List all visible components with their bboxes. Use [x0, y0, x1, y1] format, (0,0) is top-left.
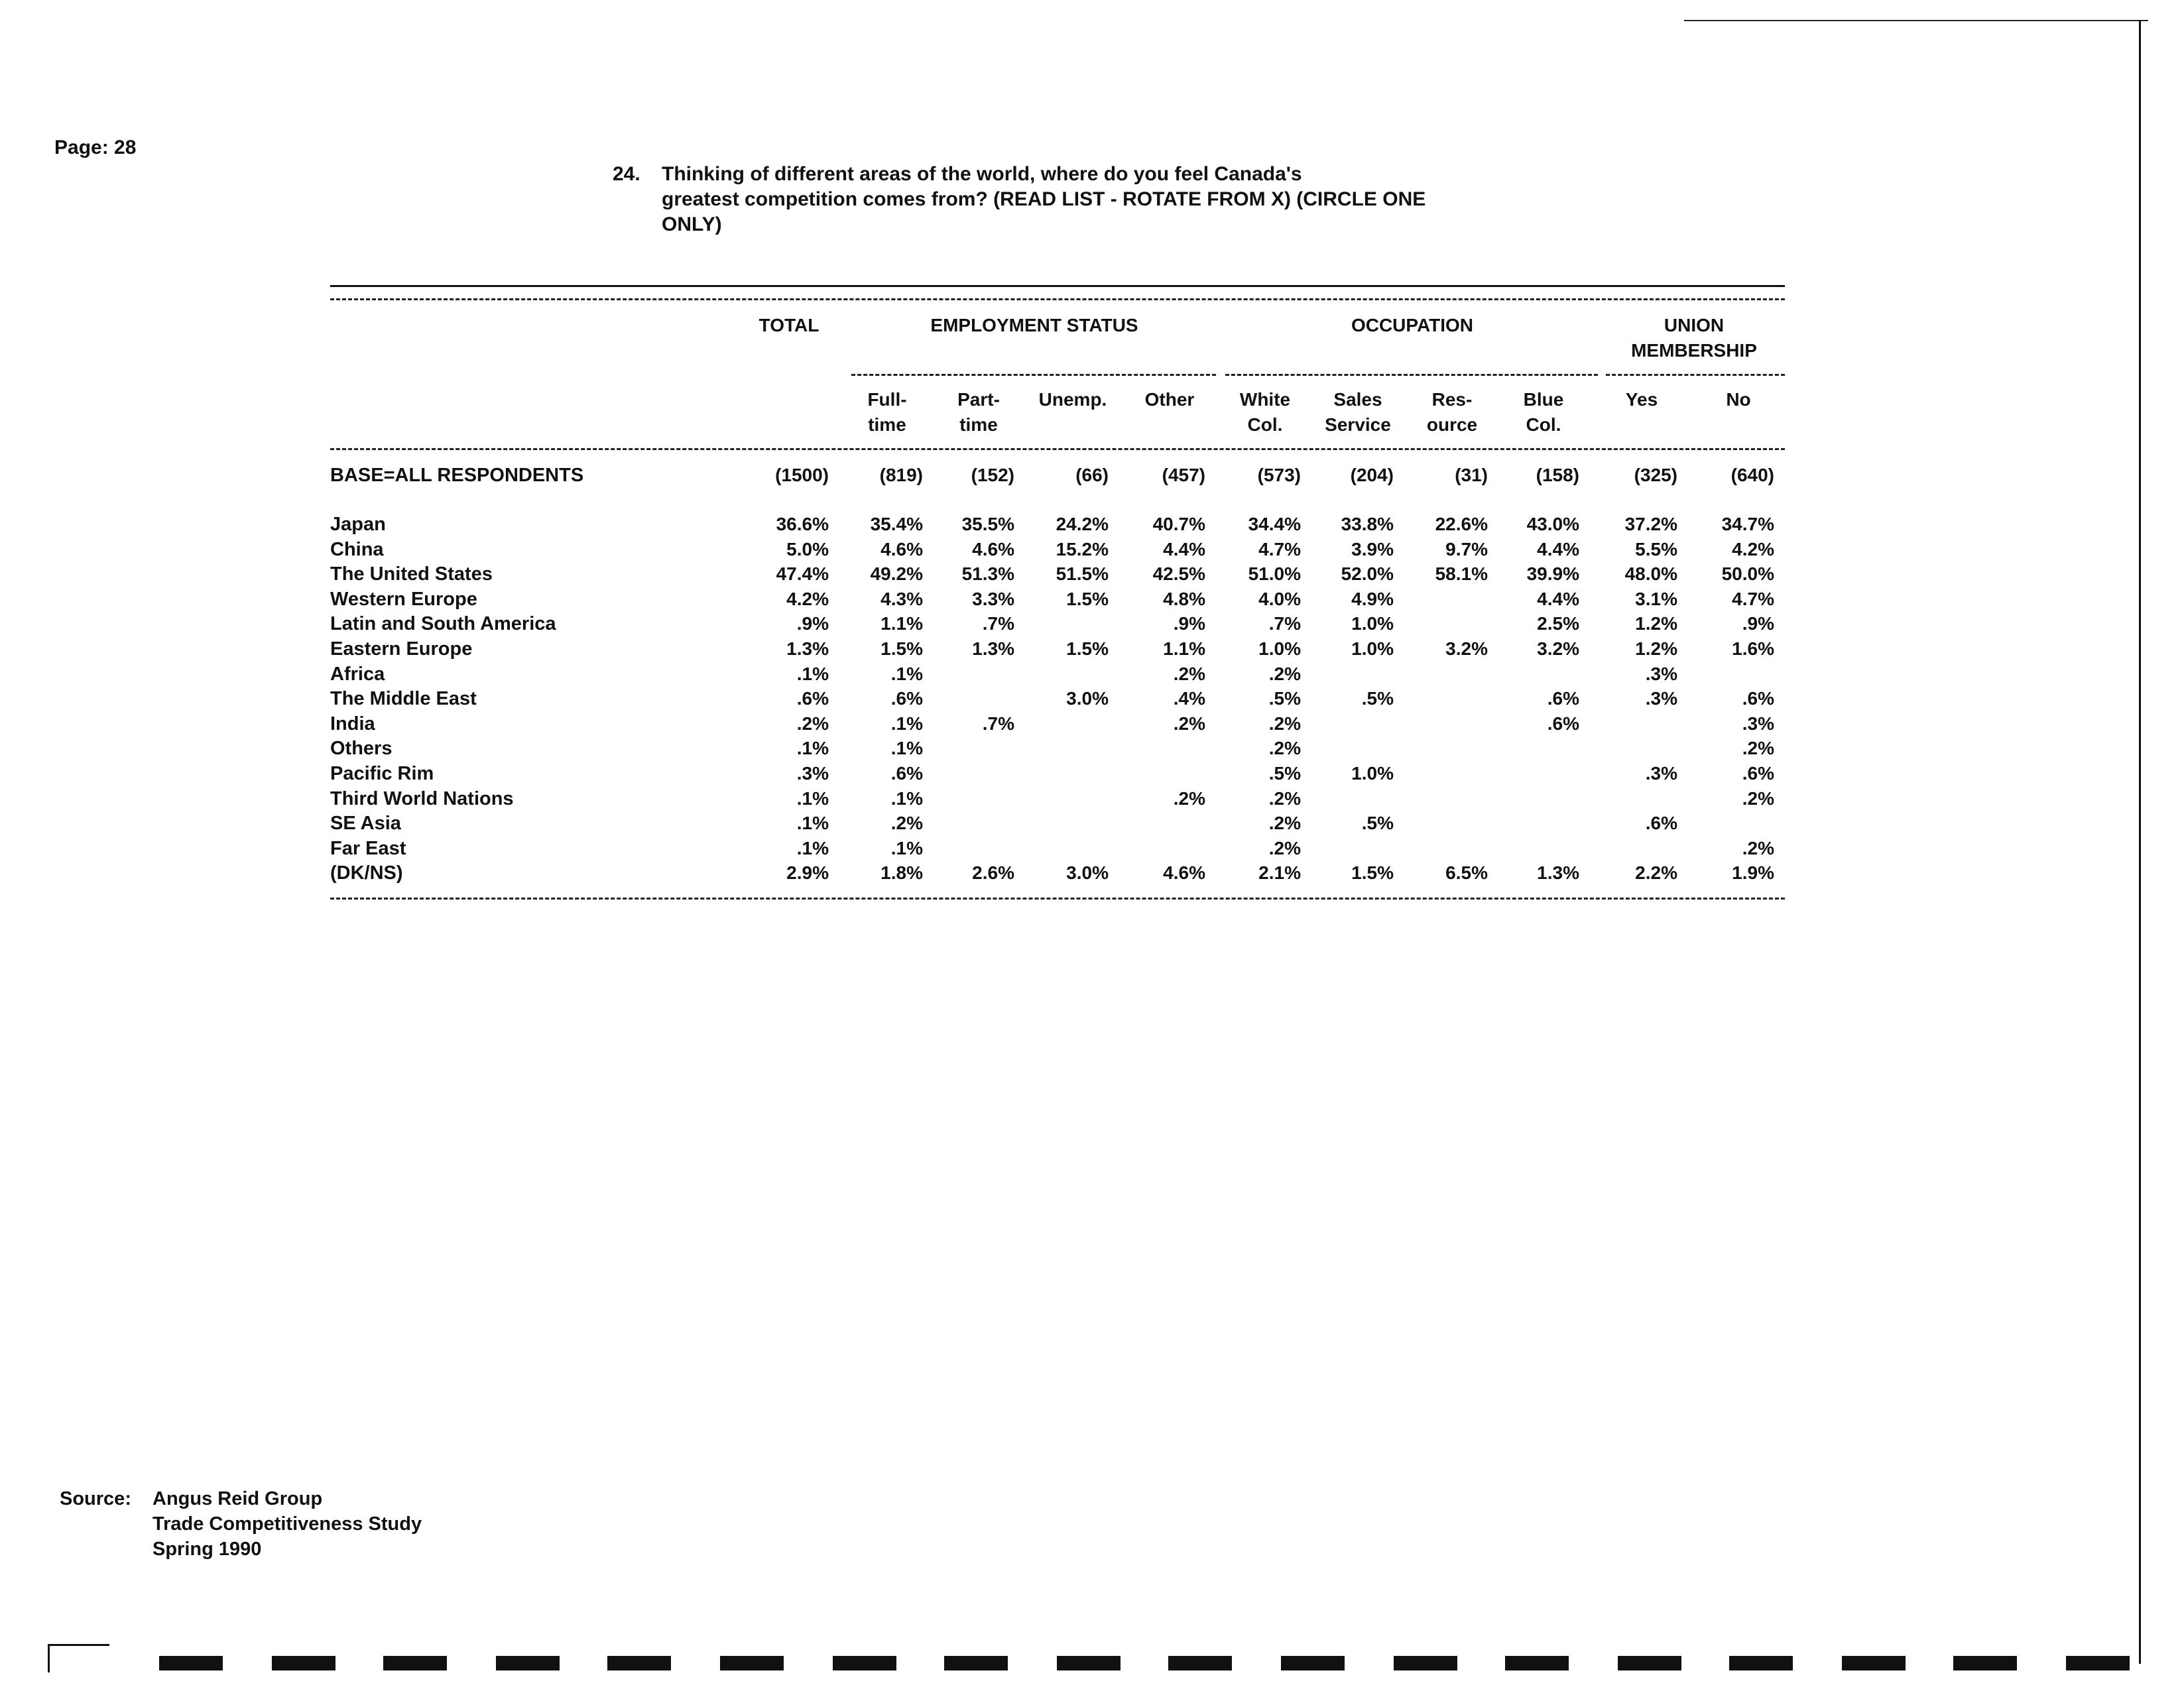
table-row-cell: 5.0%: [786, 539, 829, 559]
table-row-cell: .2%: [1268, 788, 1301, 809]
table-row-cell: 1.3%: [1537, 862, 1579, 883]
base-row-cell: (640): [1730, 465, 1774, 485]
table-row-cell: 3.2%: [1537, 638, 1579, 659]
scan-bar: [1057, 1656, 1121, 1670]
table-row-cell: 4.4%: [1537, 589, 1579, 609]
table-row-cell: .6%: [1742, 763, 1774, 784]
table-row-label: Eastern Europe: [330, 638, 473, 660]
table-row-cell: 1.3%: [786, 638, 829, 659]
table-row-cell: 1.8%: [880, 862, 923, 883]
table-row-cell: 47.4%: [776, 563, 829, 584]
table-row-label: Far East: [330, 838, 406, 859]
table-row-cell: .1%: [890, 738, 923, 758]
column-header-8-line1: Blue: [1523, 389, 1564, 410]
table-row-cell: .1%: [796, 838, 829, 858]
table-row-label: Japan: [330, 514, 386, 535]
scan-bar: [1842, 1656, 1906, 1670]
table-row-cell: 3.2%: [1445, 638, 1488, 659]
question-line-3: ONLY): [662, 213, 722, 235]
column-header-1-line1: Full-: [867, 389, 907, 410]
table-row-label: Third World Nations: [330, 788, 514, 809]
table-row-cell: 4.6%: [880, 539, 923, 559]
table-row-label: The United States: [330, 563, 493, 585]
table-row-cell: .6%: [796, 688, 829, 709]
table-row-cell: .1%: [890, 838, 923, 858]
table-row-cell: 4.0%: [1258, 589, 1301, 609]
column-header-1-line2: time: [868, 414, 906, 435]
table-row-cell: .2%: [1268, 664, 1301, 684]
table-row-cell: 1.0%: [1351, 638, 1394, 659]
scan-bar: [2066, 1656, 2130, 1670]
column-header-4-line1: Other: [1144, 389, 1195, 410]
table-row-cell: 2.1%: [1258, 862, 1301, 883]
table-row-cell: .1%: [796, 738, 829, 758]
table-row-cell: 1.9%: [1732, 862, 1774, 883]
table-row-cell: 5.5%: [1635, 539, 1677, 559]
source-line-1: Angus Reid Group: [152, 1488, 323, 1509]
table-row-label: Others: [330, 738, 393, 759]
column-header-6-line1: Sales: [1333, 389, 1382, 410]
group-employment: EMPLOYMENT STATUS: [930, 315, 1138, 335]
table-row-cell: .5%: [1361, 688, 1394, 709]
table-row-cell: 36.6%: [776, 514, 829, 534]
table-top-dash: [330, 298, 1785, 300]
scan-bar: [1953, 1656, 2017, 1670]
base-row-cell: (1500): [775, 465, 829, 485]
table-row-cell: .3%: [1645, 763, 1677, 784]
table-row-cell: 1.5%: [1066, 638, 1109, 659]
table-row-cell: 3.9%: [1351, 539, 1394, 559]
table-row-cell: .2%: [1268, 813, 1301, 833]
table-row-cell: .2%: [1742, 838, 1774, 858]
table-row-cell: 2.6%: [972, 862, 1014, 883]
table-row-cell: 1.2%: [1635, 613, 1677, 634]
table-row-cell: .1%: [890, 664, 923, 684]
table-row-cell: 48.0%: [1624, 563, 1677, 584]
table-row-cell: 4.9%: [1351, 589, 1394, 609]
table-row-cell: 49.2%: [870, 563, 923, 584]
table-row-cell: 2.2%: [1635, 862, 1677, 883]
column-header-5-line1: White: [1239, 389, 1291, 410]
table-row-cell: 1.0%: [1258, 638, 1301, 659]
table-row-cell: 50.0%: [1721, 563, 1774, 584]
table-row-cell: .9%: [1173, 613, 1205, 634]
table-row-cell: .3%: [796, 763, 829, 784]
employment-underline: [851, 374, 1216, 376]
column-header-2-line1: Part-: [957, 389, 1000, 410]
table-row-cell: 4.3%: [880, 589, 923, 609]
table-row-cell: 3.1%: [1635, 589, 1677, 609]
base-row-label: BASE=ALL RESPONDENTS: [330, 465, 584, 486]
table-row-cell: 51.0%: [1248, 563, 1301, 584]
table-row-cell: 1.5%: [1351, 862, 1394, 883]
table-row-cell: .2%: [1268, 738, 1301, 758]
table-row-cell: 4.4%: [1537, 539, 1579, 559]
table-row-cell: 1.2%: [1635, 638, 1677, 659]
scan-corner-mark: [48, 1644, 109, 1672]
base-row-cell: (158): [1536, 465, 1579, 485]
table-row-label: China: [330, 539, 384, 560]
table-row-cell: 2.9%: [786, 862, 829, 883]
table-row-cell: .7%: [1268, 613, 1301, 634]
base-row-cell: (325): [1634, 465, 1677, 485]
table-row-cell: .5%: [1268, 763, 1301, 784]
table-row-cell: .9%: [1742, 613, 1774, 634]
table-row-cell: .2%: [1268, 838, 1301, 858]
table-row-cell: 43.0%: [1526, 514, 1579, 534]
table-row-cell: 1.5%: [880, 638, 923, 659]
table-row-cell: .5%: [1361, 813, 1394, 833]
table-row-cell: .3%: [1645, 664, 1677, 684]
table-row-cell: 4.7%: [1258, 539, 1301, 559]
table-row-cell: .4%: [1173, 688, 1205, 709]
occupation-underline: [1225, 374, 1598, 376]
table-row-cell: 3.0%: [1066, 862, 1109, 883]
scan-bar: [720, 1656, 784, 1670]
table-row-label: (DK/NS): [330, 862, 403, 884]
table-row-cell: .6%: [1742, 688, 1774, 709]
base-row-cell: (152): [971, 465, 1014, 485]
table-row-cell: .2%: [796, 713, 829, 734]
base-row-cell: (819): [879, 465, 923, 485]
group-union-line2: MEMBERSHIP: [1631, 340, 1757, 361]
base-row-cell: (573): [1257, 465, 1301, 485]
table-row-cell: .2%: [1173, 664, 1205, 684]
table-row-cell: .1%: [890, 713, 923, 734]
scan-bar: [496, 1656, 560, 1670]
scan-bar: [944, 1656, 1008, 1670]
scan-top-line: [1684, 20, 2148, 21]
table-row-cell: 34.7%: [1721, 514, 1774, 534]
table-row-cell: 3.3%: [972, 589, 1014, 609]
table-row-cell: .1%: [796, 813, 829, 833]
table-row-cell: 4.6%: [1163, 862, 1205, 883]
column-header-2-line2: time: [959, 414, 998, 435]
scan-bar: [1505, 1656, 1569, 1670]
table-row-label: Pacific Rim: [330, 763, 434, 784]
table-row-label: India: [330, 713, 375, 734]
table-row-cell: 37.2%: [1624, 514, 1677, 534]
table-row-cell: 34.4%: [1248, 514, 1301, 534]
table-row-cell: 1.1%: [880, 613, 923, 634]
column-header-8-line2: Col.: [1526, 414, 1561, 435]
table-row-cell: 15.2%: [1056, 539, 1109, 559]
scan-bar: [159, 1656, 223, 1670]
table-row-cell: .6%: [890, 688, 923, 709]
table-row-cell: 35.5%: [961, 514, 1014, 534]
table-row-cell: .6%: [1547, 713, 1579, 734]
table-row-cell: .2%: [1173, 788, 1205, 809]
table-row-cell: .2%: [890, 813, 923, 833]
base-row-cell: (31): [1455, 465, 1488, 485]
table-row-cell: .2%: [1742, 738, 1774, 758]
table-row-cell: 1.0%: [1351, 763, 1394, 784]
table-row-cell: 42.5%: [1152, 563, 1205, 584]
table-row-label: SE Asia: [330, 813, 401, 834]
scan-bar: [272, 1656, 335, 1670]
table-row-cell: 3.0%: [1066, 688, 1109, 709]
group-total: TOTAL: [758, 315, 819, 335]
scan-bar: [607, 1656, 671, 1670]
table-row-cell: 1.5%: [1066, 589, 1109, 609]
table-row-cell: 24.2%: [1056, 514, 1109, 534]
table-row-cell: .2%: [1173, 713, 1205, 734]
table-row-cell: .1%: [796, 788, 829, 809]
table-row-cell: 4.7%: [1732, 589, 1774, 609]
table-row-cell: 40.7%: [1152, 514, 1205, 534]
base-row-cell: (457): [1162, 465, 1205, 485]
table-row-cell: .3%: [1742, 713, 1774, 734]
table-row-cell: .7%: [982, 713, 1014, 734]
column-header-5-line2: Col.: [1247, 414, 1283, 435]
table-row-label: Africa: [330, 664, 385, 685]
scan-bar: [1281, 1656, 1345, 1670]
table-row-cell: 22.6%: [1435, 514, 1488, 534]
group-occupation: OCCUPATION: [1351, 315, 1474, 335]
table-row-cell: 4.2%: [786, 589, 829, 609]
scan-bar: [1729, 1656, 1793, 1670]
table-row-label: Latin and South America: [330, 613, 556, 634]
table-row-cell: 6.5%: [1445, 862, 1488, 883]
column-header-10-line1: No: [1726, 389, 1751, 410]
table-row-cell: .5%: [1268, 688, 1301, 709]
header-bottom-dash: [330, 448, 1785, 450]
table-row-cell: 1.1%: [1163, 638, 1205, 659]
source-line-2: Trade Competitiveness Study: [152, 1513, 422, 1535]
question-line-2: greatest competition comes from? (READ LIST - ROTATE FROM X) (CIRCLE ONE: [662, 188, 1426, 210]
table-row-cell: 9.7%: [1445, 539, 1488, 559]
table-bottom-dash: [330, 898, 1785, 900]
table-row-cell: .6%: [1645, 813, 1677, 833]
column-header-7-line2: ource: [1426, 414, 1478, 435]
table-row-cell: 35.4%: [870, 514, 923, 534]
table-row-label: The Middle East: [330, 688, 477, 709]
table-top-rule: [330, 285, 1785, 287]
table-row-cell: 51.3%: [961, 563, 1014, 584]
group-union-line1: UNION: [1664, 315, 1725, 335]
question-number: 24.: [613, 163, 640, 185]
table-row-cell: .3%: [1645, 688, 1677, 709]
table-row-label: Western Europe: [330, 589, 477, 610]
table-row-cell: 39.9%: [1526, 563, 1579, 584]
base-row-cell: (66): [1075, 465, 1109, 485]
table-row-cell: .7%: [982, 613, 1014, 634]
table-row-cell: .9%: [796, 613, 829, 634]
scan-bar: [383, 1656, 447, 1670]
table-row-cell: 4.8%: [1163, 589, 1205, 609]
base-row-cell: (204): [1350, 465, 1394, 485]
table-row-cell: 4.4%: [1163, 539, 1205, 559]
table-row-cell: 1.6%: [1732, 638, 1774, 659]
column-header-7-line1: Res-: [1431, 389, 1473, 410]
scan-right-edge: [2139, 20, 2141, 1664]
question-line-1: Thinking of different areas of the world, where do you feel Canada's: [662, 163, 1302, 185]
source-line-3: Spring 1990: [152, 1539, 262, 1560]
table-row-cell: 51.5%: [1056, 563, 1109, 584]
table-row-cell: 4.6%: [972, 539, 1014, 559]
scan-bar: [1394, 1656, 1457, 1670]
table-row-cell: 1.3%: [972, 638, 1014, 659]
page-number: Page: 28: [54, 137, 137, 158]
column-header-6-line2: Service: [1325, 414, 1391, 435]
table-row-cell: 58.1%: [1435, 563, 1488, 584]
column-header-3-line1: Unemp.: [1038, 389, 1107, 410]
source-label: Source:: [60, 1488, 131, 1509]
union-underline: [1606, 374, 1785, 376]
table-row-cell: .1%: [796, 664, 829, 684]
table-row-cell: .6%: [890, 763, 923, 784]
table-row-cell: 1.0%: [1351, 613, 1394, 634]
table-row-cell: 52.0%: [1341, 563, 1394, 584]
table-row-cell: .1%: [890, 788, 923, 809]
scan-bar: [833, 1656, 896, 1670]
column-header-9-line1: Yes: [1625, 389, 1658, 410]
table-row-cell: .2%: [1742, 788, 1774, 809]
table-row-cell: 4.2%: [1732, 539, 1774, 559]
scan-bar: [1168, 1656, 1232, 1670]
table-row-cell: 33.8%: [1341, 514, 1394, 534]
table-row-cell: .6%: [1547, 688, 1579, 709]
scan-bar: [1618, 1656, 1681, 1670]
table-row-cell: .2%: [1268, 713, 1301, 734]
table-row-cell: 2.5%: [1537, 613, 1579, 634]
